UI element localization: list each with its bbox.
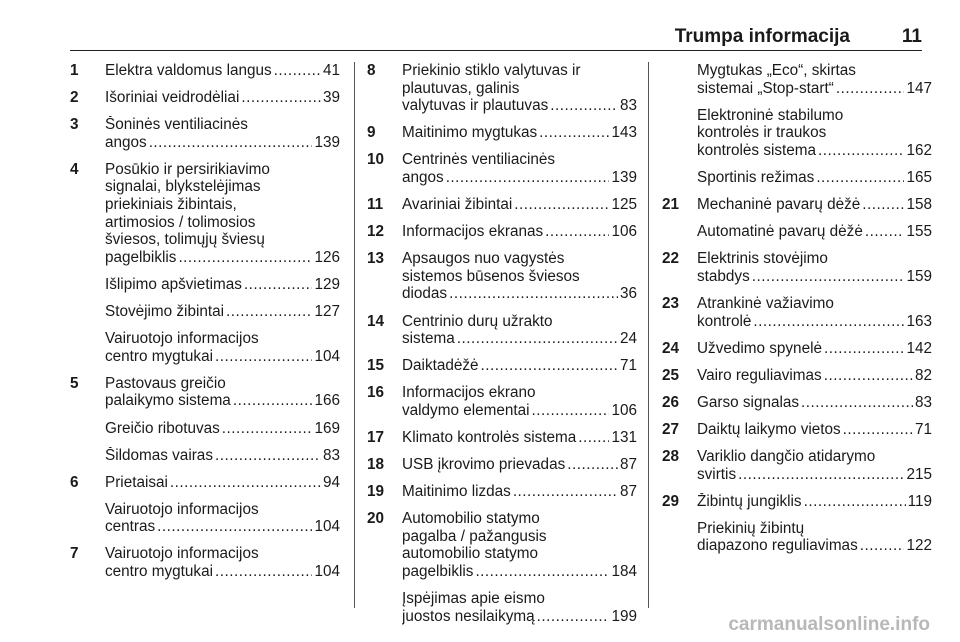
page-reference[interactable]: 184 (611, 563, 637, 581)
callout-number: 17 (367, 429, 385, 446)
entry-line-with-page (697, 268, 932, 286)
entry-text: Sportinis režimas (697, 168, 815, 186)
entry-text: priekiniais žibintais, (105, 196, 237, 214)
index-entry[interactable] (662, 493, 932, 511)
index-entry[interactable] (70, 62, 340, 80)
entry-text: Mygtukas „Eco“, skirtas (697, 62, 856, 79)
dot-leader (824, 367, 913, 385)
entry-line-with-page (697, 313, 932, 331)
entry-text: Priekinio stiklo valytuvas ir (402, 62, 581, 79)
page-reference[interactable]: 215 (906, 465, 932, 483)
entry-text: sistemai „Stop-start“ (697, 79, 834, 97)
entry-text: plautuvas, galinis (402, 79, 520, 97)
entry-text: Greičio ribotuvas (105, 419, 220, 437)
callout-number: 29 (662, 492, 680, 510)
page-reference[interactable]: 104 (314, 347, 340, 365)
entry-text: USB įkrovimo prievadas (402, 456, 566, 474)
entry-text: kontrolės sistema (697, 141, 817, 159)
entry-line-with-page (105, 276, 340, 294)
index-entry[interactable] (70, 474, 340, 492)
page-reference[interactable]: 169 (314, 419, 340, 437)
callout-number: 9 (367, 124, 376, 142)
dot-leader (818, 142, 904, 160)
dot-leader (804, 493, 906, 511)
callout-number: 2 (70, 89, 79, 107)
index-entry[interactable] (70, 501, 340, 536)
entry-text: pagelbiklis (402, 563, 474, 581)
index-entry[interactable] (662, 394, 932, 412)
entry-line-with-page (105, 62, 340, 80)
page-reference[interactable]: 87 (619, 456, 637, 474)
index-entry[interactable] (367, 429, 637, 447)
entry-text: pagalba / pažangusis (402, 527, 547, 545)
callout-number: 20 (367, 510, 385, 528)
dot-leader (170, 474, 321, 492)
entry-text: palaikymo sistema (105, 392, 231, 410)
entry-line-with-page (402, 330, 637, 348)
entry-line-with-page (697, 196, 932, 214)
index-entry[interactable] (367, 456, 637, 474)
index-entry[interactable] (367, 590, 637, 625)
entry-line-with-page (402, 456, 637, 474)
page-reference[interactable]: 104 (314, 563, 340, 581)
callout-number: 18 (367, 456, 385, 474)
dot-leader (545, 223, 609, 241)
entry-line-with-page (697, 394, 932, 412)
index-entry[interactable] (367, 223, 637, 241)
header-rule (70, 50, 922, 51)
callout-number: 3 (70, 116, 79, 134)
index-column-1 (70, 62, 340, 590)
entry-line-with-page (105, 420, 340, 438)
dot-leader (550, 97, 618, 115)
index-entry[interactable] (70, 545, 340, 580)
page-reference[interactable]: 83 (322, 446, 340, 464)
index-entry[interactable] (662, 169, 932, 187)
entry-text: Apsaugos nuo vagystės (402, 250, 565, 268)
callout-number: 4 (70, 160, 79, 178)
entry-line-with-page (697, 223, 932, 241)
index-entry[interactable] (367, 62, 637, 115)
dot-leader (226, 303, 312, 321)
entry-line-with-page (105, 249, 340, 267)
page-reference[interactable]: 83 (914, 393, 932, 411)
page-reference[interactable]: 166 (314, 392, 340, 410)
dot-leader (178, 249, 312, 267)
callout-number: 15 (367, 357, 385, 375)
page-reference[interactable]: 39 (322, 89, 340, 107)
callout-number: 7 (70, 545, 79, 563)
entry-text: Daiktų laikymo vietos (697, 420, 841, 438)
dot-leader (241, 89, 321, 107)
dot-leader (537, 608, 610, 626)
dot-leader (215, 348, 312, 366)
index-column-3 (662, 62, 932, 564)
entry-text: juostos nesilaikymą (402, 607, 535, 625)
dot-leader (274, 62, 321, 80)
index-entry[interactable] (70, 420, 340, 438)
entry-text: centras (105, 518, 156, 536)
dot-leader (149, 134, 313, 152)
column-divider-1 (354, 62, 355, 608)
entry-line-with-page (402, 563, 637, 581)
entry-text: automobilio statymo (402, 545, 539, 563)
entry-text: Vairo reguliavimas (697, 366, 822, 384)
index-entry[interactable] (662, 196, 932, 214)
entry-line-with-page (697, 466, 932, 484)
dot-leader (738, 466, 904, 484)
index-entry[interactable] (662, 421, 932, 439)
entry-line-with-page (105, 303, 340, 321)
page-reference[interactable]: 82 (914, 366, 932, 384)
dot-leader (475, 563, 609, 581)
entry-text: Elektra valdomus langus (105, 62, 272, 79)
entry-text: šviesos, tolimųjų šviesų (105, 231, 265, 249)
entry-text: Maitinimo lizdas (402, 483, 511, 501)
column-divider-2 (648, 62, 649, 608)
dot-leader (567, 456, 618, 474)
entry-text: sistemos būsenos šviesos (402, 267, 580, 285)
page-reference[interactable]: 106 (611, 223, 637, 241)
dot-leader (532, 402, 610, 420)
index-entry[interactable] (367, 196, 637, 214)
index-entry[interactable] (367, 357, 637, 375)
entry-text: artimosios / tolimosios (105, 213, 256, 231)
index-entry[interactable] (367, 151, 637, 186)
index-entry[interactable] (367, 510, 637, 580)
entry-text: Pastovaus greičio (105, 374, 226, 392)
entry-text: kontrolės ir traukos (697, 124, 827, 142)
entry-text: Elektroninė stabilumo (697, 106, 844, 124)
callout-number: 12 (367, 223, 385, 241)
page-reference[interactable]: 94 (322, 473, 340, 491)
entry-text: Mechaninė pavarų dėžė (697, 196, 861, 214)
entry-text: Įspėjimas apie eismo (402, 590, 545, 608)
entry-text: stabdys (697, 267, 750, 285)
entry-text: Priekinių žibintų (697, 519, 805, 537)
entry-line-with-page (402, 608, 637, 626)
index-entry[interactable] (662, 448, 932, 483)
page-reference[interactable]: 119 (907, 492, 932, 510)
dot-leader (752, 268, 905, 286)
dot-leader (222, 420, 313, 438)
page-reference[interactable]: 158 (906, 196, 932, 214)
dot-leader (244, 276, 313, 294)
page-reference[interactable]: 36 (619, 285, 637, 303)
entry-line-with-page (402, 169, 637, 187)
index-entry[interactable] (662, 295, 932, 330)
callout-number: 27 (662, 420, 680, 438)
entry-text: Maitinimo mygtukas (402, 124, 538, 142)
index-entry[interactable] (70, 303, 340, 321)
index-entry[interactable] (70, 276, 340, 294)
entry-text: Užvedimo spynelė (697, 339, 822, 357)
dot-leader (824, 340, 904, 358)
entry-text: pagelbiklis (105, 248, 177, 266)
entry-text: Žibintų jungiklis (697, 492, 802, 510)
entry-line-with-page (402, 196, 637, 214)
page-reference[interactable]: 125 (611, 196, 637, 214)
entry-text: Automatinė pavarų dėžė (697, 223, 863, 241)
entry-line-with-page (105, 474, 340, 492)
dot-leader (233, 392, 313, 410)
index-entry[interactable] (70, 447, 340, 465)
callout-number: 5 (70, 374, 79, 392)
dot-leader (513, 483, 618, 501)
index-entry[interactable] (367, 250, 637, 303)
entry-text: Informacijos ekranas (402, 223, 544, 241)
page-reference[interactable]: 104 (314, 518, 340, 536)
entry-text: Stovėjimo žibintai (105, 303, 225, 321)
entry-text: Avariniai žibintai (402, 196, 513, 214)
entry-text: angos (105, 133, 147, 151)
index-entry[interactable] (662, 520, 932, 555)
dot-leader (514, 196, 609, 214)
callout-number: 1 (70, 62, 79, 79)
dot-leader (457, 330, 618, 348)
page-reference[interactable]: 159 (906, 267, 932, 285)
entry-line-with-page (402, 429, 637, 447)
callout-number: 28 (662, 448, 680, 465)
callout-number: 6 (70, 473, 79, 491)
entry-text: svirtis (697, 465, 737, 483)
callout-number: 8 (367, 62, 376, 79)
dot-leader (816, 169, 904, 187)
page-reference[interactable]: 126 (314, 248, 340, 266)
entry-text: Šildomas vairas (105, 446, 213, 464)
page-reference[interactable]: 165 (906, 168, 932, 186)
entry-line-with-page (402, 357, 637, 375)
entry-line-with-page (697, 80, 932, 98)
dot-leader (215, 447, 321, 465)
callout-number: 25 (662, 366, 680, 384)
page-reference[interactable]: 142 (906, 339, 932, 357)
page-reference[interactable]: 83 (619, 97, 637, 115)
index-entry[interactable] (367, 483, 637, 501)
entry-line-with-page (697, 537, 932, 555)
callout-number: 21 (662, 196, 680, 214)
dot-leader (481, 357, 618, 375)
entry-text: Centrinės ventiliacinės (402, 151, 556, 169)
entry-text: Garso signalas (697, 393, 800, 411)
entry-text: Vairuotojo informacijos (105, 330, 259, 348)
index-entry[interactable] (70, 330, 340, 365)
callout-number: 11 (367, 196, 384, 214)
index-entry[interactable] (662, 250, 932, 285)
page-reference[interactable]: 199 (611, 607, 637, 625)
watermark-text: carmanualsonline.info (728, 614, 930, 635)
running-title: Trumpa informacija (674, 26, 850, 47)
page-reference[interactable]: 71 (914, 420, 932, 438)
entry-text: Daiktadėžė (402, 357, 479, 375)
dot-leader (862, 196, 904, 214)
page-reference[interactable]: 127 (314, 303, 340, 321)
dot-leader (215, 563, 312, 581)
entry-line-with-page (697, 493, 932, 511)
page-reference[interactable]: 131 (611, 429, 637, 446)
callout-number: 13 (367, 250, 385, 268)
page-reference[interactable]: 129 (314, 275, 340, 293)
entry-text: centro mygtukai (105, 563, 213, 581)
index-entry[interactable] (367, 313, 637, 348)
entry-text: Posūkio ir persirikiavimo (105, 160, 270, 178)
entry-text: Klimato kontrolės sistema (402, 429, 577, 446)
index-entry[interactable] (662, 223, 932, 241)
callout-number: 22 (662, 250, 680, 268)
index-entry[interactable] (662, 62, 932, 97)
entry-line-with-page (697, 421, 932, 439)
callout-number: 16 (367, 384, 385, 402)
entry-text: Vairuotojo informacijos (105, 545, 259, 563)
entry-text: Centrinio durų užrakto (402, 312, 553, 330)
dot-leader (539, 124, 609, 142)
entry-text: Išoriniai veidrodėliai (105, 89, 240, 107)
page-reference[interactable]: 162 (906, 141, 932, 159)
index-entry[interactable] (70, 89, 340, 107)
entry-text: Variklio dangčio atidarymo (697, 448, 876, 465)
page-reference[interactable]: 143 (611, 124, 637, 142)
callout-number: 23 (662, 294, 680, 312)
entry-line-with-page (105, 134, 340, 152)
page-reference[interactable]: 122 (906, 537, 932, 555)
dot-leader (843, 421, 913, 439)
entry-text: centro mygtukai (105, 347, 213, 365)
dot-leader (753, 313, 904, 331)
entry-text: Išlipimo apšvietimas (105, 275, 242, 293)
entry-line-with-page (697, 340, 932, 358)
entry-text: angos (402, 168, 444, 186)
page-reference[interactable]: 163 (906, 312, 932, 330)
index-entry[interactable] (70, 161, 340, 267)
entry-text: valdymo elementai (402, 401, 530, 419)
entry-line-with-page (402, 483, 637, 501)
index-entry[interactable] (367, 124, 637, 142)
dot-leader (801, 394, 913, 412)
entry-text: Automobilio statymo (402, 510, 540, 528)
entry-text: signalai, blykstelėjimas (105, 178, 261, 196)
entry-line-with-page (105, 348, 340, 366)
index-entry[interactable] (367, 384, 637, 419)
dot-leader (449, 285, 618, 303)
entry-text: valytuvas ir plautuvas (402, 97, 549, 115)
index-entry[interactable] (662, 107, 932, 160)
callout-number: 10 (367, 151, 385, 169)
entry-line-with-page (402, 402, 637, 420)
index-column-2 (367, 62, 637, 635)
page-number: 11 (901, 26, 922, 47)
entry-line-with-page (105, 89, 340, 107)
page-reference[interactable]: 139 (611, 168, 637, 186)
entry-line-with-page (697, 367, 932, 385)
index-entry[interactable] (662, 340, 932, 358)
page-header (0, 0, 960, 52)
dot-leader (860, 537, 905, 555)
entry-line-with-page (105, 518, 340, 536)
index-entry[interactable] (70, 375, 340, 410)
callout-number: 14 (367, 312, 385, 330)
entry-text: Šoninės ventiliacinės (105, 116, 248, 134)
entry-line-with-page (697, 142, 932, 160)
entry-text: diodas (402, 285, 448, 303)
entry-line-with-page (402, 223, 637, 241)
page-reference[interactable]: 139 (314, 133, 340, 151)
entry-line-with-page (105, 563, 340, 581)
page-reference[interactable]: 71 (619, 357, 637, 375)
page-reference[interactable]: 147 (906, 79, 932, 97)
entry-text: kontrolė (697, 312, 752, 330)
index-entry[interactable] (70, 116, 340, 151)
entry-line-with-page (105, 392, 340, 410)
page-reference[interactable]: 24 (619, 330, 637, 348)
dot-leader (578, 429, 609, 447)
entry-line-with-page (402, 285, 637, 303)
callout-number: 19 (367, 483, 385, 501)
dot-leader (446, 169, 610, 187)
entry-text: Prietaisai (105, 473, 168, 491)
page-reference[interactable]: 106 (611, 401, 637, 419)
entry-line-with-page (402, 124, 637, 142)
dot-leader (865, 223, 905, 241)
entry-line-with-page (402, 97, 637, 115)
index-entry[interactable] (662, 367, 932, 385)
entry-text: Vairuotojo informacijos (105, 500, 259, 518)
dot-leader (836, 80, 905, 98)
entry-line-with-page (105, 447, 340, 465)
dot-leader (157, 518, 312, 536)
callout-number: 26 (662, 393, 680, 411)
page-reference[interactable]: 155 (906, 223, 932, 241)
page-reference[interactable]: 41 (322, 62, 340, 79)
entry-line-with-page (697, 169, 932, 187)
entry-text: Elektrinis stovėjimo (697, 250, 828, 268)
entry-text: Atrankinė važiavimo (697, 294, 834, 312)
entry-text: Informacijos ekrano (402, 384, 536, 402)
page-reference[interactable]: 87 (619, 483, 637, 501)
entry-text: diapazono reguliavimas (697, 537, 858, 555)
callout-number: 24 (662, 339, 680, 357)
entry-text: sistema (402, 330, 455, 348)
